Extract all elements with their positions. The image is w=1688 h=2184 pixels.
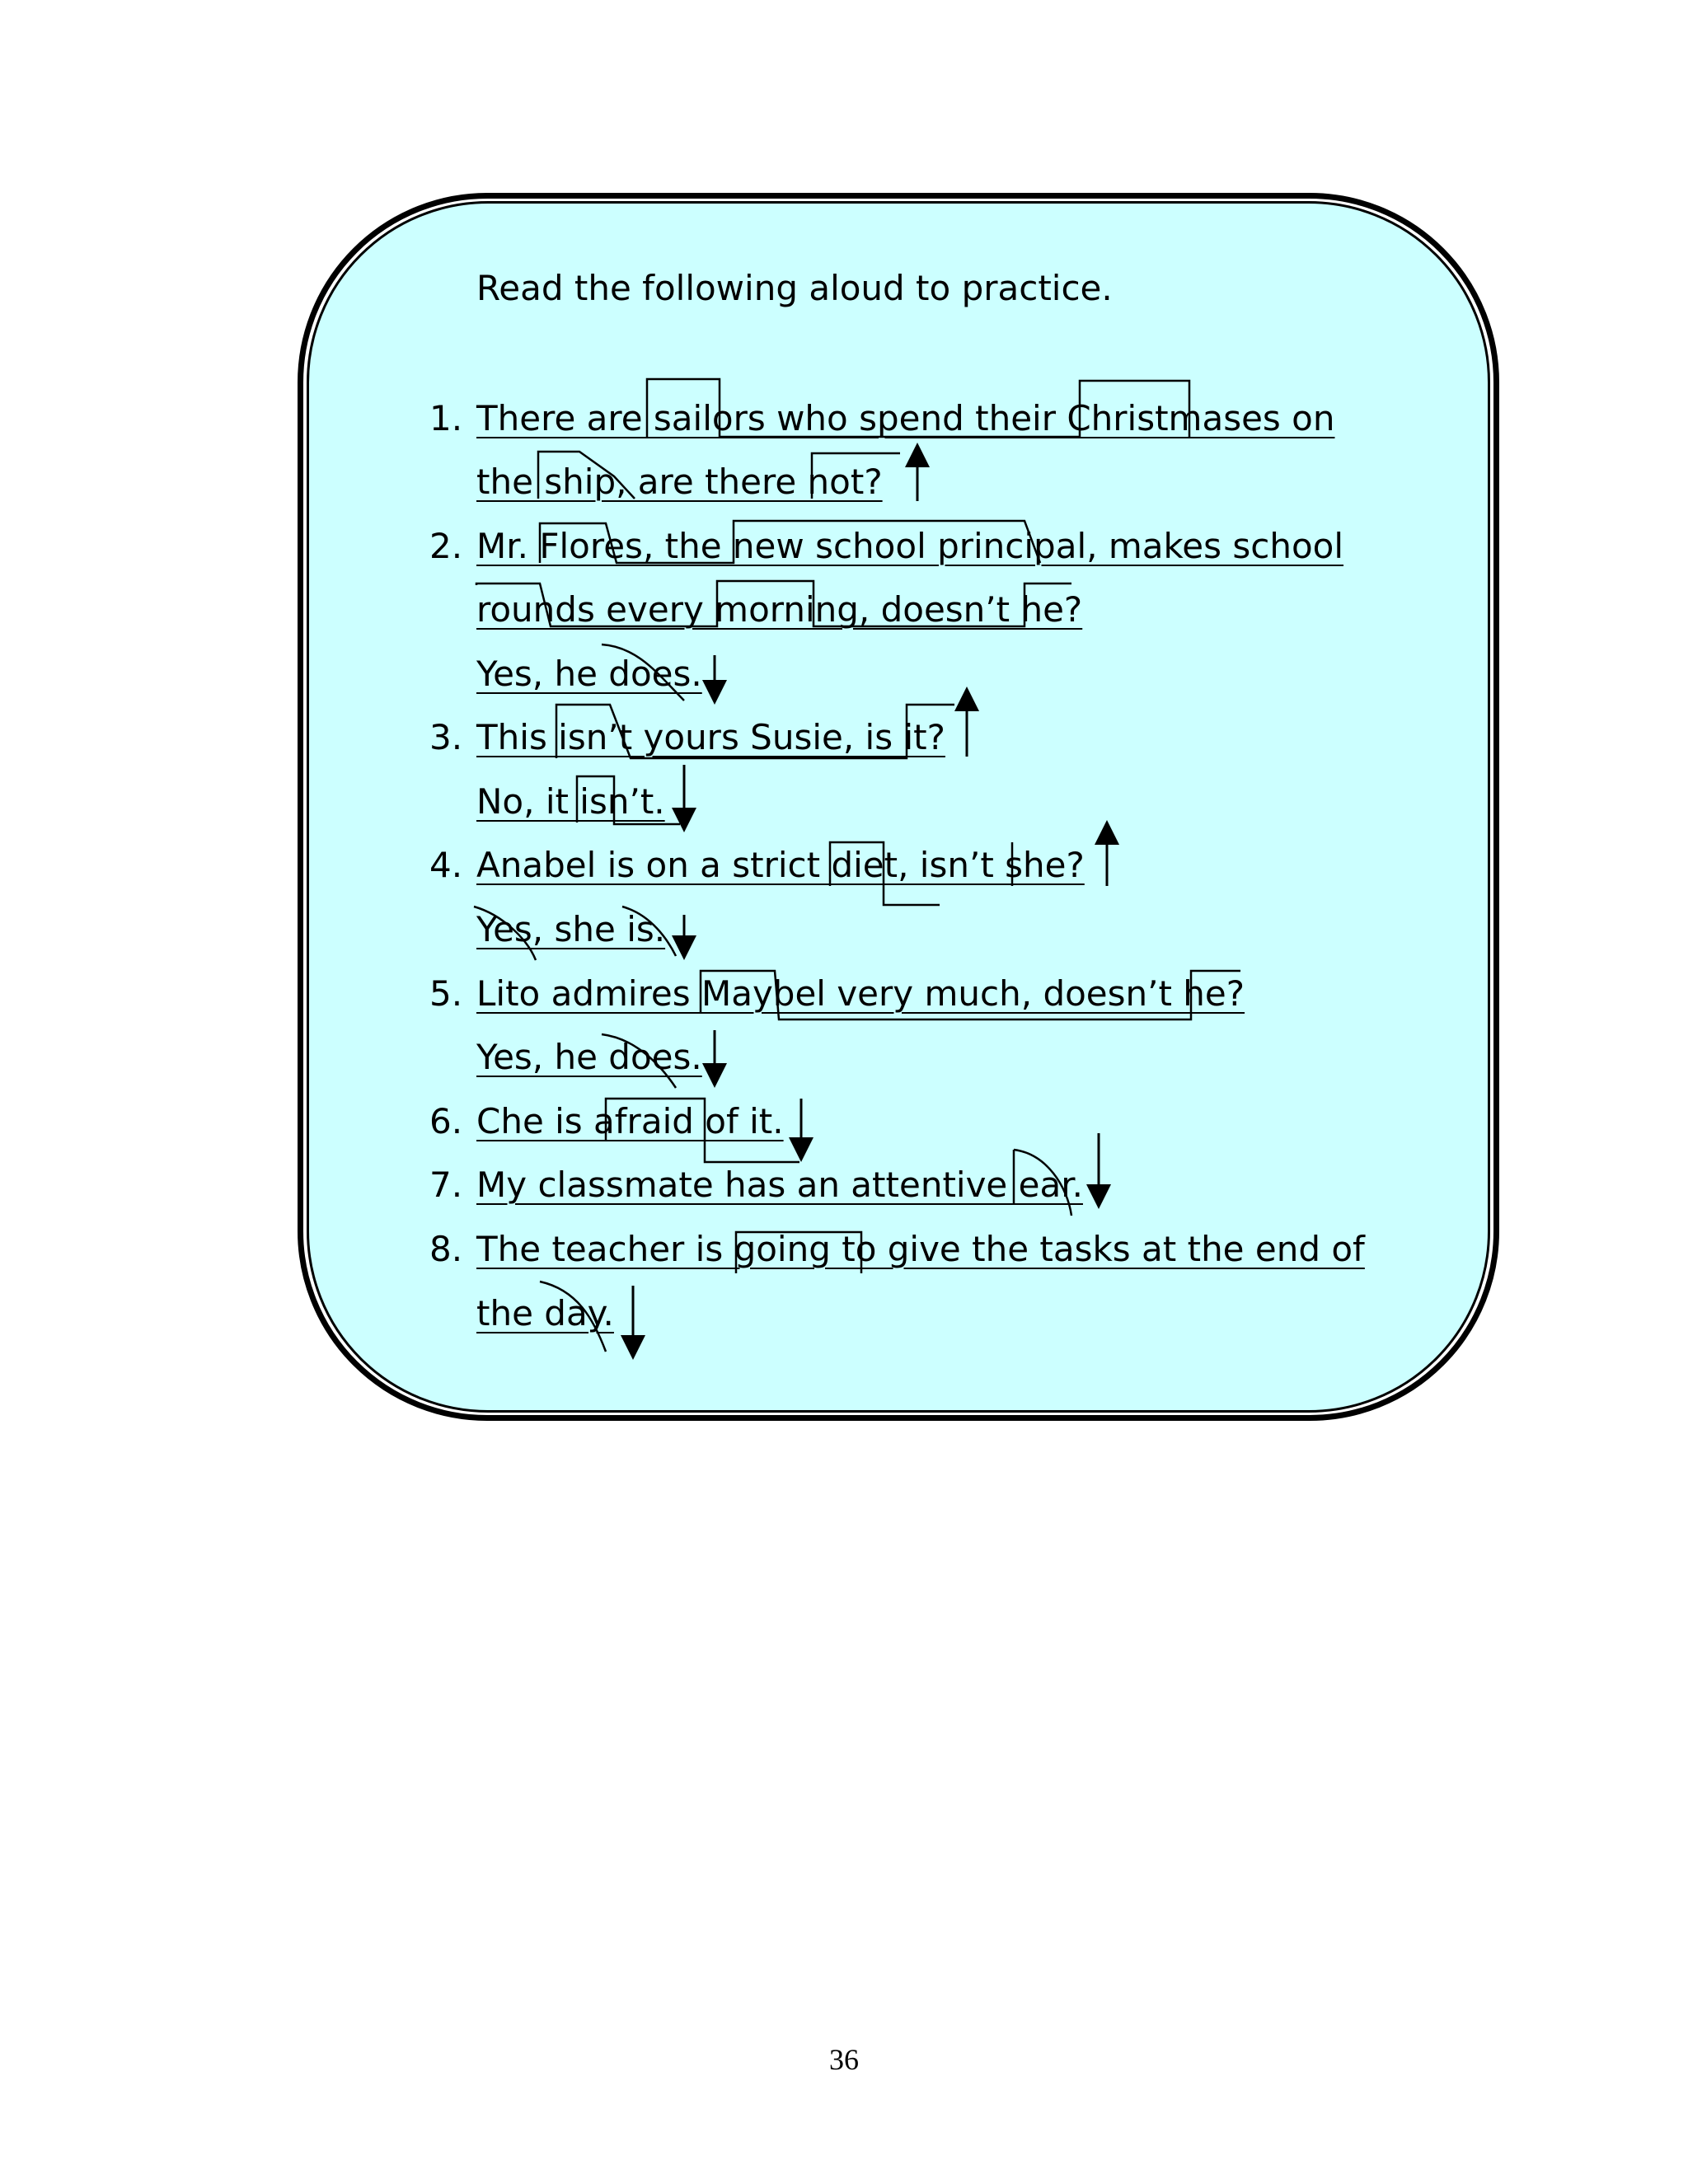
item-number: 2. [429, 526, 463, 566]
item-number: 4. [429, 845, 463, 885]
item-number: 1. [429, 398, 463, 438]
item-number: 3. [429, 717, 463, 757]
instruction-text: Read the following aloud to practice. [476, 268, 1113, 308]
answer-line: No, it isn’t. [476, 781, 665, 822]
answer-line: Yes, he does. [476, 654, 702, 694]
sentence-line: Anabel is on a strict diet, isn’t she? [476, 845, 1085, 885]
item-number: 6. [429, 1101, 463, 1141]
page-number: 36 [829, 2043, 859, 2076]
sentence-line: There are sailors who spend their Christmases on [476, 398, 1335, 438]
sentence-line: Mr. Flores, the new school principal, makes school [476, 526, 1344, 566]
answer-line: Yes, she is. [476, 909, 666, 949]
item-number: 5. [429, 973, 463, 1014]
sentence-line: rounds every morning, doesn’t he? [476, 589, 1083, 630]
item-number: 7. [429, 1165, 463, 1205]
sentence-line: Che is afraid of it. [476, 1101, 784, 1141]
answer-line: Yes, he does. [476, 1037, 702, 1077]
item-number: 8. [429, 1229, 463, 1269]
sentence-line: Lito admires Maybel very much, doesn’t he? [476, 973, 1245, 1014]
sentence-line: My classmate has an attentive ear. [476, 1165, 1083, 1205]
sentence-line: the ship, are there not? [476, 462, 883, 502]
sentence-line: This isn’t yours Susie, is it? [476, 717, 945, 757]
sentence-line: The teacher is going to give the tasks at the end of [476, 1229, 1365, 1269]
sentence-line: the day. [476, 1293, 614, 1333]
